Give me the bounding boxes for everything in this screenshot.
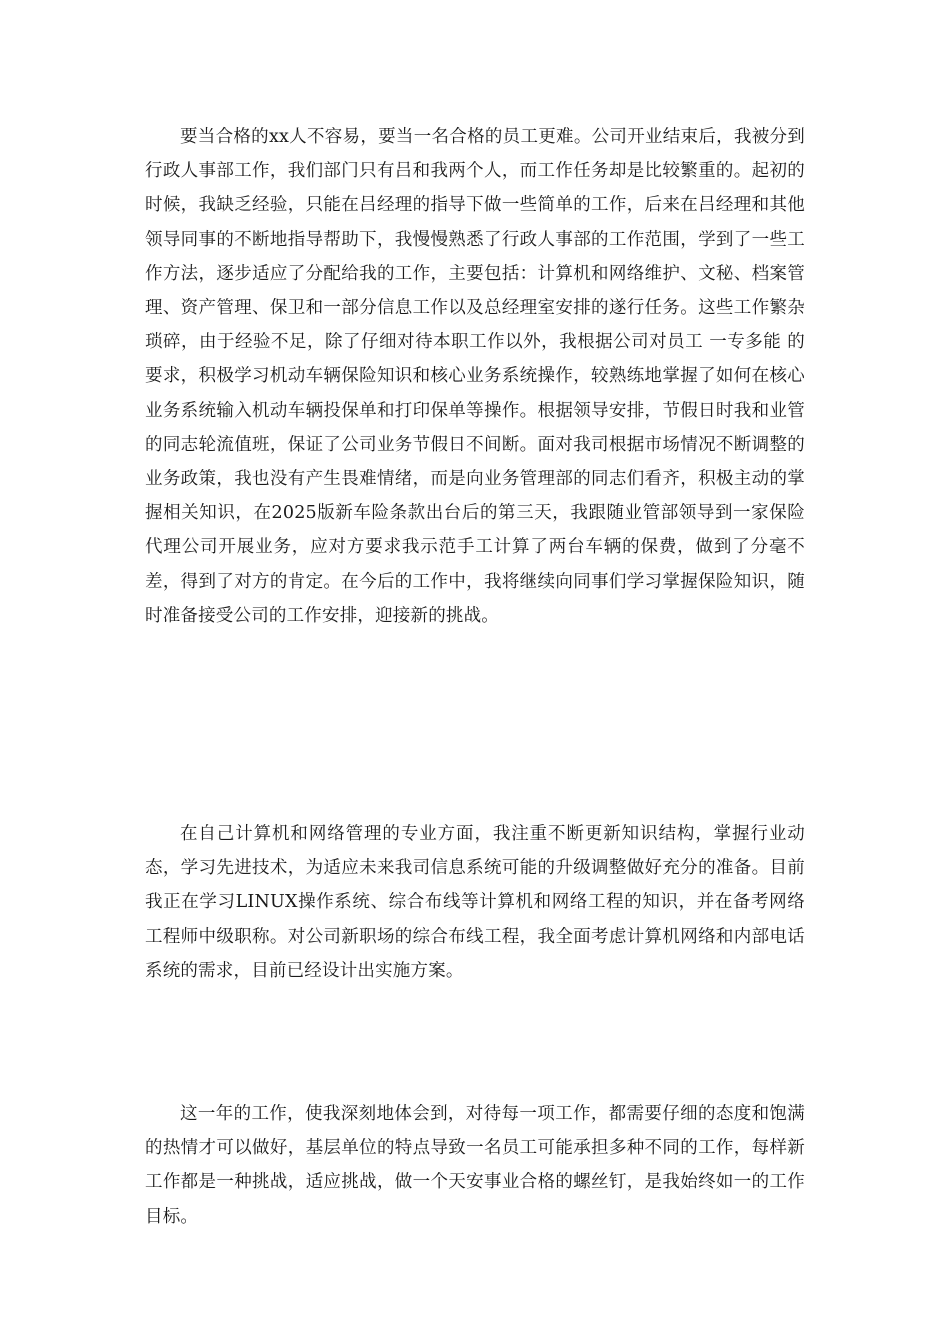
paragraph-reflection: 这一年的工作，使我深刻地体会到，对待每一项工作，都需要仔细的态度和饱满的热情才可以做好，基层单位的特点导致一名员工可能承担多种不同的工作，每样新工作都是一种挑战，适应挑战，做一个天安事业合格的螺丝钉，是我始终如一的工作目标。 (145, 1104, 805, 1227)
paragraph-work-duties: 要当合格的xx人不容易，要当一名合格的员工更难。公司开业结束后，我被分到行政人事部工作，我们部门只有吕和我两个人，而工作任务却是比较繁重的。起初的时候，我缺乏经验，只能在吕经理的指导下做一些简单的工作，后来在吕经理和其他领导同事的不断地指导帮助下，我慢慢熟悉了行政人事部的工作范围，学到了一些工作方法，逐步适应了分配给我的工作，主要包括：计算机和网络维护、文秘、档案管理、资产管理、保卫和一部分信息工作以及总经理室安排的遂行任务。这些工作繁杂琐碎，由于经验不足，除了仔细对待本职工作以外，我根据公司对员工 一专多能 的要求，积极学习机动车辆保险知识和核心业务系统操作，较熟练地掌握了如何在核心业务系统输入机动车辆投保单和打印保单等操作。根据领导安排，节假日时我和业管的同志轮流值班，保证了公司业务节假日不间断。面对我司根据市场情况不断调整的业务政策，我也没有产生畏难情绪，而是向业务管理部的同志们看齐，积极主动的掌握相关知识，在2025版新车险条款出台后的第三天，我跟随业管部领导到一家保险代理公司开展业务，应对方要求我示范手工计算了两台车辆的保费，做到了分毫不差，得到了对方的肯定。在今后的工作中，我将继续向同事们学习掌握保险知识，随时准备接受公司的工作安排，迎接新的挑战。 (145, 127, 805, 626)
paragraph-professional-development: 在自己计算机和网络管理的专业方面，我注重不断更新知识结构，掌握行业动态，学习先进技术，为适应未来我司信息系统可能的升级调整做好充分的准备。目前我正在学习LINUX操作系统、综合布线等计算机和网络工程的知识，并在备考网络工程师中级职称。对公司新职场的综合布线工程，我全面考虑计算机网络和内部电话系统的需求，目前已经设计出实施方案。 (145, 824, 805, 981)
